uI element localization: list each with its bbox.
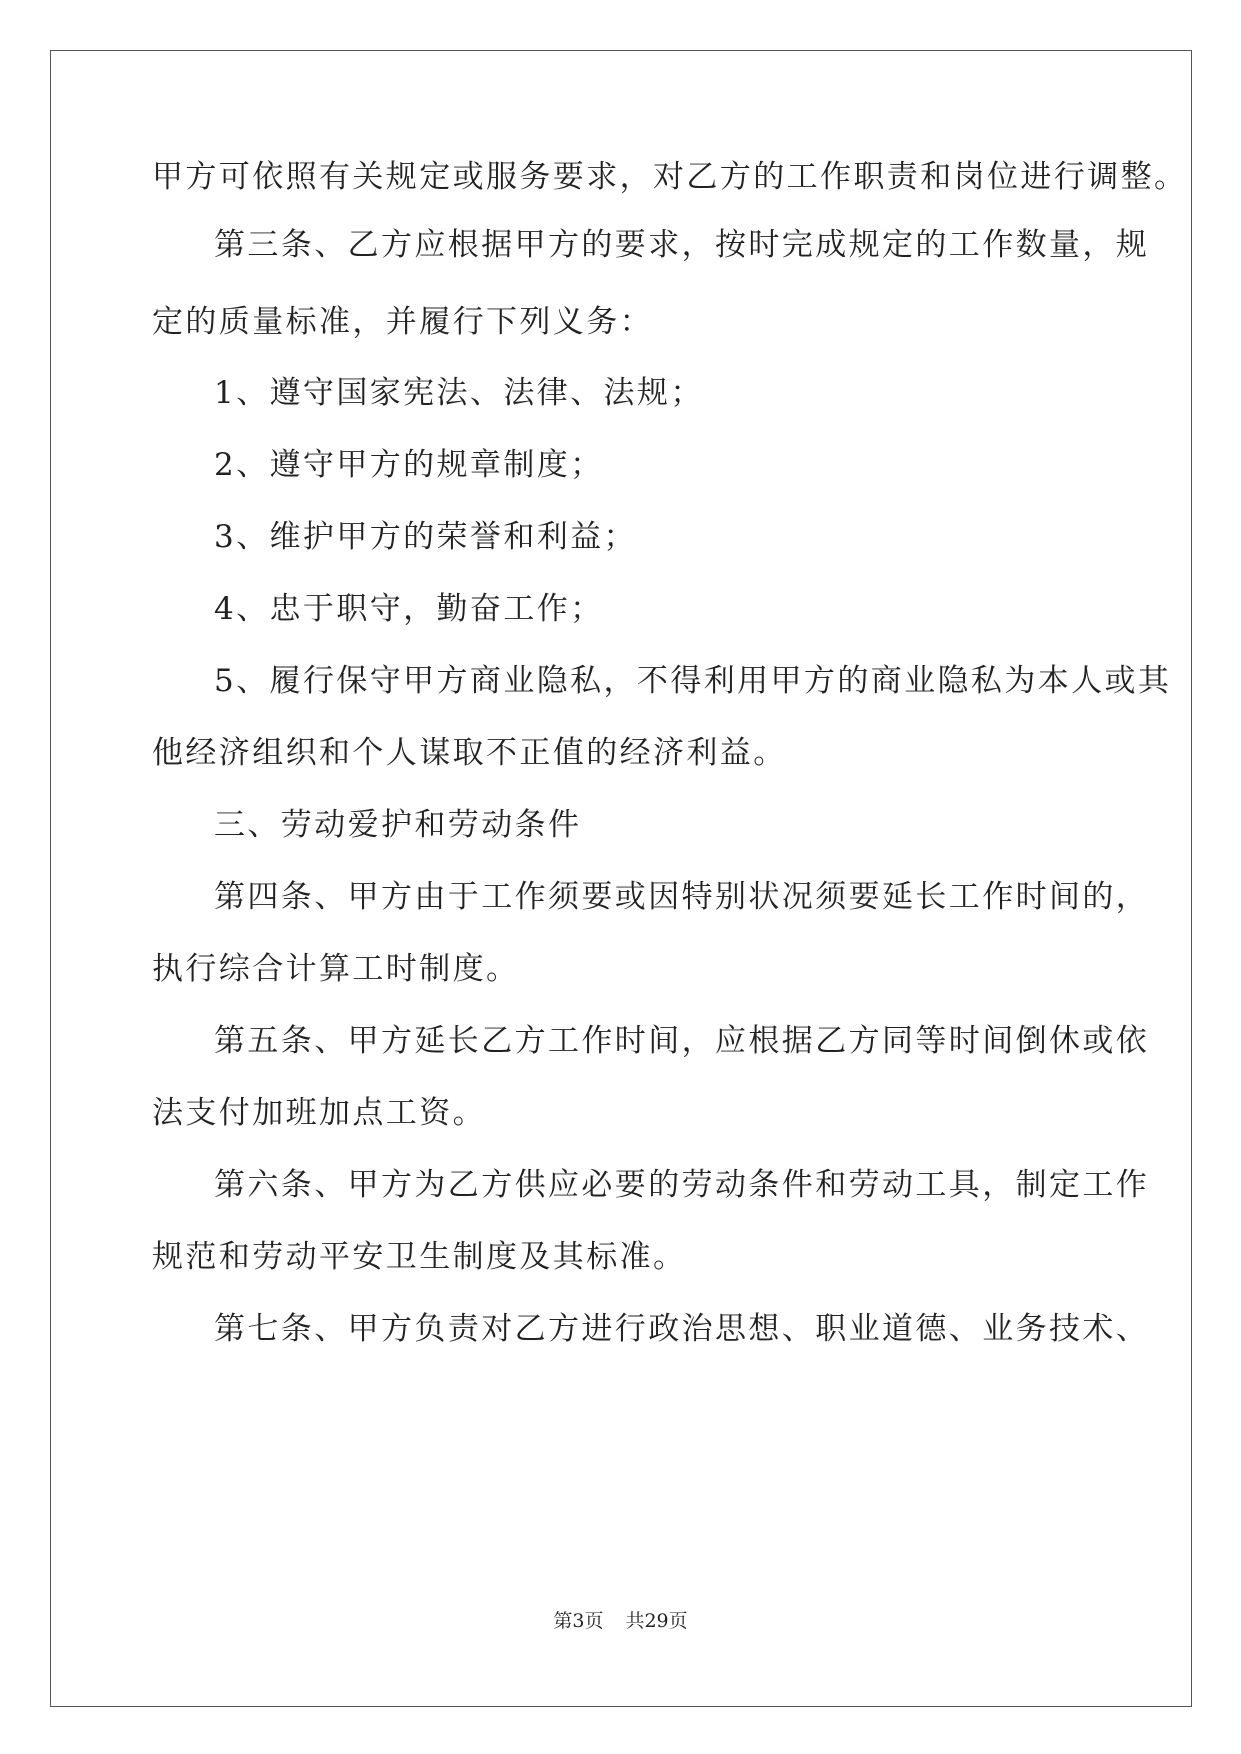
body-line-9: 他经济组织和个人谋取不正值的经济利益。 bbox=[152, 735, 787, 771]
body-line-1: 甲方可依照有关规定或服务要求，对乙方的工作职责和岗位进行调整。 bbox=[152, 159, 1188, 195]
body-line-15: 第六条、甲方为乙方供应必要的劳动条件和劳动工具，制定工作 bbox=[214, 1167, 1150, 1203]
body-line-11: 第四条、甲方由于工作须要或因特别状况须要延长工作时间的， bbox=[214, 879, 1150, 915]
body-line-7: 4、忠于职守，勤奋工作； bbox=[214, 591, 604, 627]
body-line-17: 第七条、甲方负责对乙方进行政治思想、职业道德、业务技术、 bbox=[214, 1311, 1150, 1347]
body-line-6: 3、维护甲方的荣誉和利益； bbox=[214, 519, 637, 555]
body-line-13: 第五条、甲方延长乙方工作时间，应根据乙方同等时间倒休或依 bbox=[214, 1023, 1150, 1059]
page-number: 第3页 bbox=[553, 1610, 604, 1632]
body-line-2: 第三条、乙方应根据甲方的要求，按时完成规定的工作数量，规 bbox=[214, 227, 1150, 263]
body-line-14: 法支付加班加点工资。 bbox=[152, 1095, 486, 1131]
body-line-12: 执行综合计算工时制度。 bbox=[152, 951, 520, 987]
body-line-16: 规范和劳动平安卫生制度及其标准。 bbox=[152, 1239, 687, 1275]
page-total: 共29页 bbox=[625, 1610, 688, 1632]
body-line-8: 5、履行保守甲方商业隐私，不得利用甲方的商业隐私为本人或其 bbox=[214, 663, 1172, 699]
page-footer bbox=[0, 1606, 1241, 1633]
section-heading: 三、劳动爱护和劳动条件 bbox=[214, 807, 582, 843]
body-line-5: 2、遵守甲方的规章制度； bbox=[214, 447, 604, 483]
body-line-4: 1、遵守国家宪法、法律、法规； bbox=[214, 375, 704, 411]
body-line-3: 定的质量标准，并履行下列义务： bbox=[152, 304, 653, 340]
